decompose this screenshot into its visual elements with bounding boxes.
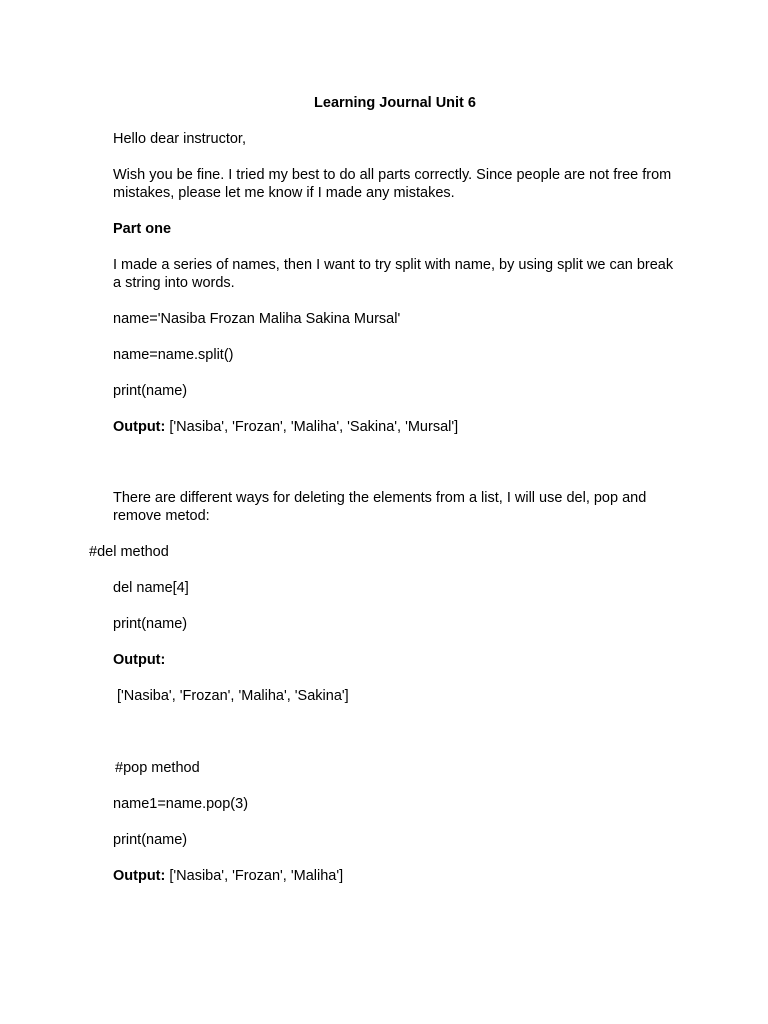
code-print-line-3: print(name) (113, 832, 188, 848)
output-label-2: Output: (113, 652, 166, 668)
code-del-line: del name[4] (113, 580, 189, 596)
output-label-1: Output: (113, 419, 166, 435)
delete-description: There are different ways for deleting the elements from a list, I will use del, pop and remove metod: (113, 490, 647, 524)
code-pop-line: name1=name.pop(3) (113, 796, 249, 812)
output-value-3: ['Nasiba', 'Frozan', 'Maliha'] (165, 868, 344, 884)
del-comment-line: #del method (89, 544, 169, 560)
intro-paragraph: Wish you be fine. I tried my best to do all parts correctly. Since people are not free from mistakes, please let me know if I made any mistakes. (113, 167, 672, 201)
part-one-heading: Part one (113, 221, 172, 237)
output-label-3: Output: (113, 868, 166, 884)
code-split-line: name=name.split() (113, 347, 234, 363)
output-line-1 (113, 418, 458, 436)
pop-comment-line: #pop method (115, 760, 200, 776)
page-title: Learning Journal Unit 6 (314, 95, 476, 111)
code-print-line-2: print(name) (113, 616, 188, 632)
output-line-3 (113, 867, 343, 885)
output-value-2: ['Nasiba', 'Frozan', 'Maliha', 'Sakina'] (117, 688, 349, 704)
code-print-line-1: print(name) (113, 383, 188, 399)
greeting: Hello dear instructor, (113, 131, 246, 147)
part-one-description: I made a series of names, then I want to try split with name, by using split we can break a string into words. (113, 257, 674, 291)
output-value-1: ['Nasiba', 'Frozan', 'Maliha', 'Sakina', 'Mursal'] (165, 419, 459, 435)
code-assign-line: name='Nasiba Frozan Maliha Sakina Mursal' (113, 311, 401, 327)
